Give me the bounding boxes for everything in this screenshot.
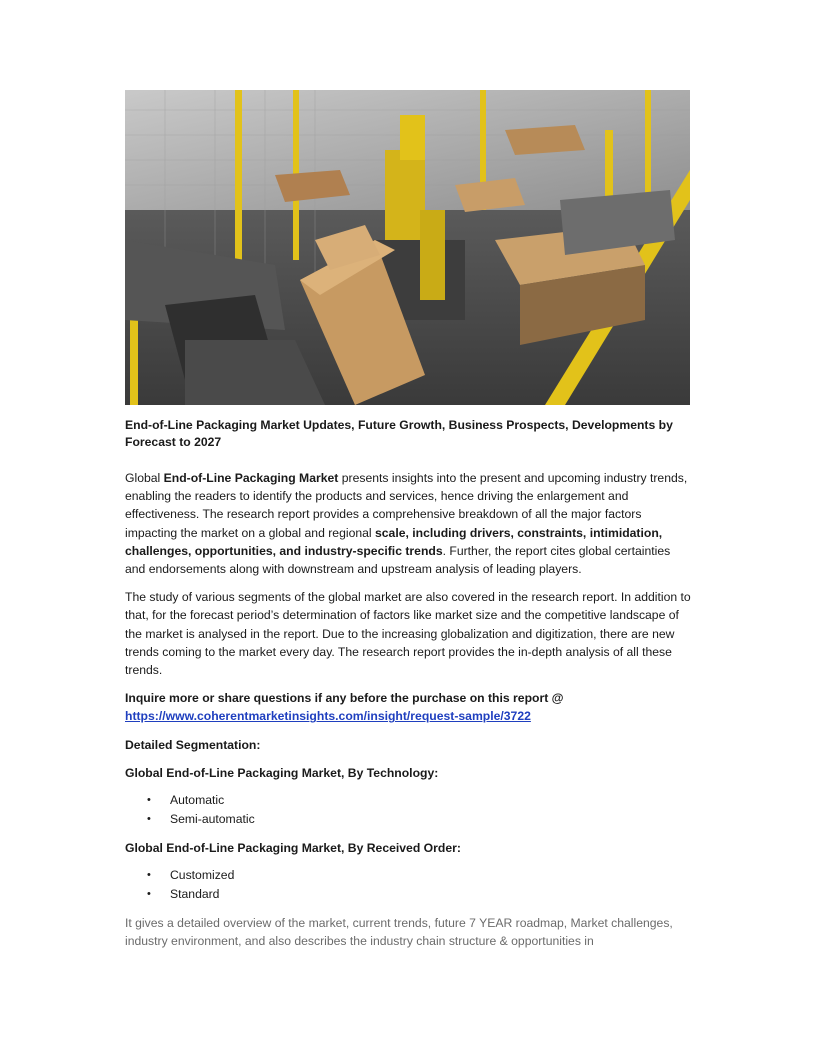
- request-sample-link[interactable]: https://www.coherentmarketinsights.com/insight/request-sample/3722: [125, 709, 531, 724]
- bullet-icon: •: [147, 888, 151, 901]
- intro-text-2: presents insights into the present and upcoming industry trends, enabling the readers to identify the products and services, hence driving the enlargement and effectiveness. The research report provides a comprehensive breakdown of all the major factors impacting the market on a global and regional: [125, 471, 688, 540]
- study-paragraph: The study of various segments of the global market are also covered in the research report. In addition to that, for the forecast period’s determination of factors like market size and the competitive landscape of the market is analysed in the report. Due to the increasing globalization and digitization, there are new trends coming to the market every day. The research report provides the in-depth analysis of all these trends.: [125, 590, 691, 678]
- technology-list: [125, 791, 691, 829]
- document-page: [125, 90, 691, 951]
- intro-text-1: Global: [125, 471, 164, 485]
- bullet-icon: •: [147, 869, 151, 882]
- list-item: • Automatic: [125, 791, 691, 810]
- received-order-list: [125, 866, 691, 904]
- intro-market-name: End-of-Line Packaging Market: [163, 471, 339, 485]
- bullet-icon: •: [147, 813, 151, 826]
- inquire-block: [125, 689, 691, 725]
- bullet-icon: •: [147, 794, 151, 807]
- technology-heading: Global End-of-Line Packaging Market, By Technology:: [125, 765, 439, 780]
- intro-factors-bold: scale, including drivers, constraints, intimidation, challenges, opportunities, and industry-specific trends: [125, 525, 663, 558]
- list-item: • Customized: [125, 866, 691, 885]
- closing-paragraph: It gives a detailed overview of the market, current trends, future 7 YEAR roadmap, Market challenges, industry environment, and also describes the industry chain structure & opportunities in: [125, 916, 673, 949]
- article-title: End-of-Line Packaging Market Updates, Future Growth, Business Prospects, Developments by Forecast to 2027: [125, 418, 673, 449]
- intro-paragraph: [125, 469, 691, 578]
- list-item: • Semi-automatic: [125, 810, 691, 829]
- received-order-heading: Global End-of-Line Packaging Market, By Received Order:: [125, 841, 461, 856]
- packaging-robot-photo: [125, 90, 690, 405]
- inquire-label: Inquire more or share questions if any before the purchase on this report @: [125, 691, 564, 706]
- list-item: • Standard: [125, 885, 691, 904]
- detailed-segmentation-heading: Detailed Segmentation:: [125, 737, 261, 752]
- intro-text-3: . Further, the report cites global certainties and endorsements along with downstream and upstream analysis of leading players.: [125, 543, 671, 577]
